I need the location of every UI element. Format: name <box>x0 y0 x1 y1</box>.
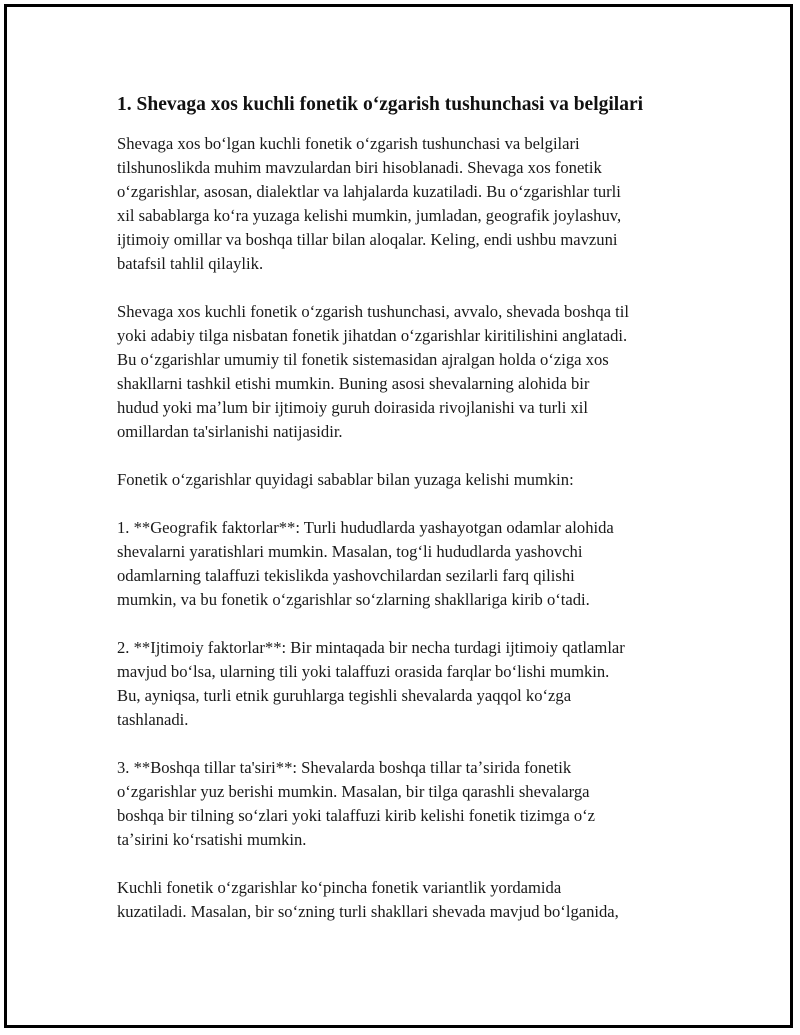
text-line: kuzatiladi. Masalan, bir soʻzning turli shakllari shevada mavjud boʻlganida, <box>117 902 619 921</box>
text-line: odamlarning talaffuzi tekislikda yashovchilardan sezilarli farq qilishi <box>117 566 575 585</box>
list-item-geographic-factors <box>117 516 697 612</box>
text-line: batafsil tahlil qilaylik. <box>117 254 264 273</box>
text-line: tilshunoslikda muhim mavzulardan biri hisoblanadi. Shevaga xos fonetik <box>117 158 602 177</box>
text-line: mavjud boʻlsa, ularning tili yoki talaffuzi orasida farqlar boʻlishi mumkin. <box>117 662 610 681</box>
text-line: boshqa bir tilning soʻzlari yoki talaffuzi kirib kelishi fonetik tizimga oʻz <box>117 806 596 825</box>
text-line: omillardan ta'sirlanishi natijasidir. <box>117 422 343 441</box>
paragraph-causes-intro <box>117 468 697 492</box>
text-line: hudud yoki maʼlum bir ijtimoiy guruh doirasida rivojlanishi va turli xil <box>117 398 589 417</box>
text-line: Shevaga xos boʻlgan kuchli fonetik oʻzgarish tushunchasi va belgilari <box>117 134 580 153</box>
text-line: Bu, ayniqsa, turli etnik guruhlarga tegishli shevalarda yaqqol koʻzga <box>117 686 572 705</box>
list-item-language-influence <box>117 756 697 852</box>
text-line: Bu oʻzgarishlar umumiy til fonetik sistemasidan ajralgan holda oʻziga xos <box>117 350 609 369</box>
text-line: 1. **Geografik faktorlar**: Turli hududlarda yashayotgan odamlar alohida <box>117 518 614 537</box>
paragraph-variation <box>117 876 697 924</box>
text-line: 3. **Boshqa tillar ta'siri**: Shevalarda boshqa tillar taʼsirida fonetik <box>117 758 572 777</box>
document-body <box>117 92 697 948</box>
document-title: 1. Shevaga xos kuchli fonetik oʻzgarish tushunchasi va belgilari <box>117 94 644 115</box>
text-line: taʼsirini koʻrsatishi mumkin. <box>117 830 307 849</box>
paragraph-definition <box>117 300 697 444</box>
list-item-social-factors <box>117 636 697 732</box>
text-line: tashlanadi. <box>117 710 189 729</box>
text-line: ijtimoiy omillar va boshqa tillar bilan aloqalar. Keling, endi ushbu mavzuni <box>117 230 618 249</box>
text-line: shevalarni yaratishlari mumkin. Masalan, togʻli hududlarda yashovchi <box>117 542 583 561</box>
paragraph-intro <box>117 132 697 276</box>
text-line: 2. **Ijtimoiy faktorlar**: Bir mintaqada bir necha turdagi ijtimoiy qatlamlar <box>117 638 625 657</box>
text-line: oʻzgarishlar yuz berishi mumkin. Masalan, bir tilga qarashli shevalarga <box>117 782 590 801</box>
text-line: yoki adabiy tilga nisbatan fonetik jihatdan oʻzgarishlar kiritilishini anglatadi. <box>117 326 628 345</box>
text-line: Fonetik oʻzgarishlar quyidagi sabablar bilan yuzaga kelishi mumkin: <box>117 470 574 489</box>
text-line: mumkin, va bu fonetik oʻzgarishlar soʻzlarning shakllariga kirib oʻtadi. <box>117 590 590 609</box>
text-line: shakllarni tashkil etishi mumkin. Buning asosi shevalarning alohida bir <box>117 374 590 393</box>
text-line: Shevaga xos kuchli fonetik oʻzgarish tushunchasi, avvalo, shevada boshqa til <box>117 302 629 321</box>
text-line: oʻzgarishlar, asosan, dialektlar va lahjalarda kuzatiladi. Bu oʻzgarishlar turli <box>117 182 621 201</box>
text-line: xil sabablarga koʻra yuzaga kelishi mumkin, jumladan, geografik joylashuv, <box>117 206 622 225</box>
text-line: Kuchli fonetik oʻzgarishlar koʻpincha fonetik variantlik yordamida <box>117 878 562 897</box>
